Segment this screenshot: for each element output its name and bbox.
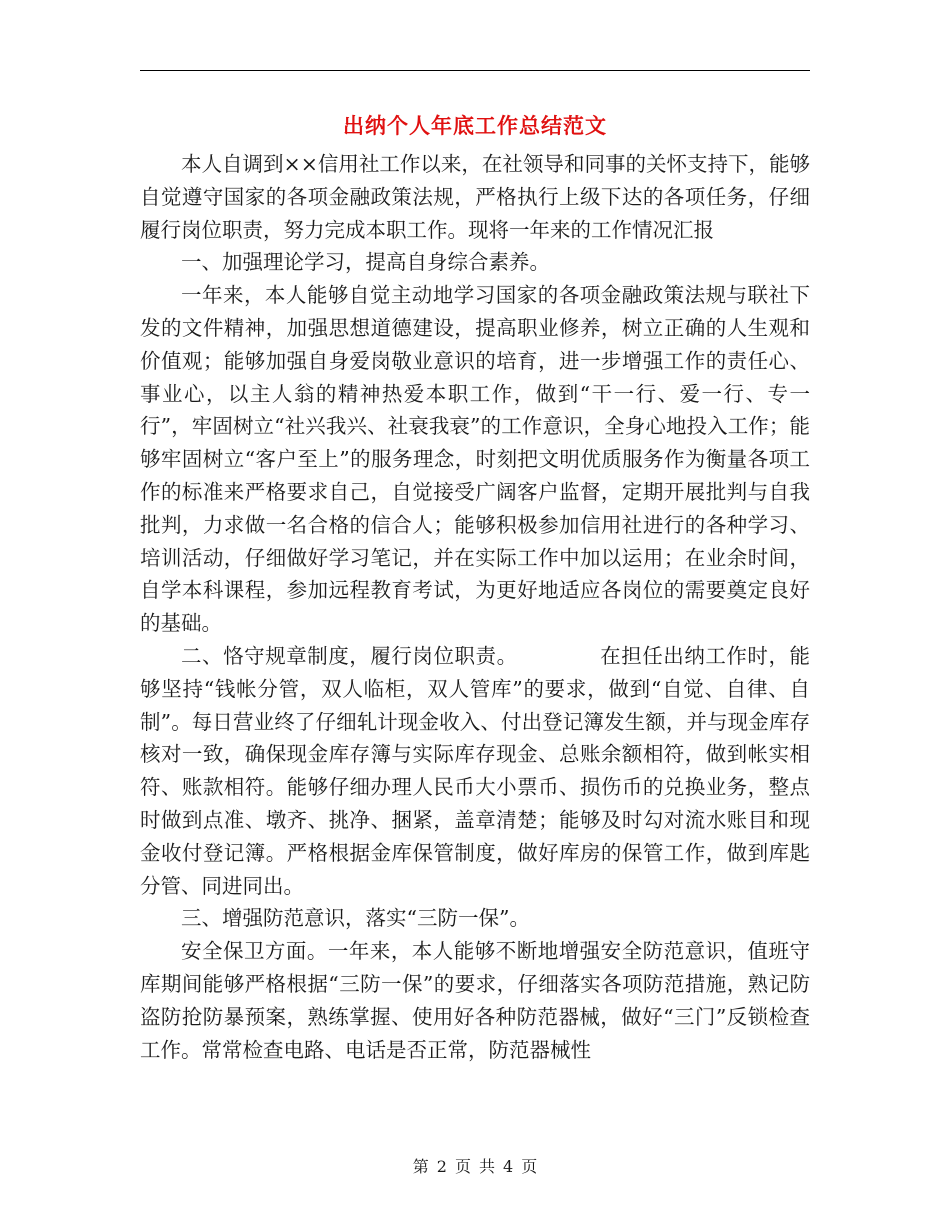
page-footer — [0, 1154, 950, 1177]
paragraph-section-two — [140, 640, 810, 902]
document-body — [140, 148, 810, 1066]
footer-page-number: 2 — [436, 1157, 447, 1176]
section-two-text: 在担任出纳工作时，能够坚持“钱帐分管，双人临柜，双人管库”的要求，做到“自觉、自律、自制”。每日营业终了仔细轧计现金收入、付出登记簿发生额，并与现金库存核对一致，确保现金库存簿与实际库存现金、总账余额相符，做到帐实相符、账款相符。能够仔细办理人民币大小票币、损伤币的兑换业务，整点时做到点准、墩齐、挑净、捆紧，盖章清楚；能够及时勾对流水账目和现金收付登记簿。严格根据金库保管制度，做好库房的保管工作，做到库匙分管、同进同出。 — [140, 643, 811, 898]
document-title: 出纳个人年底工作总结范文 — [343, 113, 607, 138]
section-heading-two: 二、恪守规章制度，履行岗位职责。 — [181, 643, 518, 668]
paragraph-section-one: 一年来，本人能够自觉主动地学习国家的各项金融政策法规与联社下发的文件精神，加强思想道德建设，提高职业修养，树立正确的人生观和价值观；能够加强自身爱岗敬业意识的培育，进一步增强工作的责任心、事业心，以主人翁的精神热爱本职工作，做到“干一行、爱一行、专一行”，牢固树立“社兴我兴、社衰我衰”的工作意识，全身心地投入工作；能够牢固树立“客户至上”的服务理念，时刻把文明优质服务作为衡量各项工作的标准来严格要求自己，自觉接受广阔客户监督，定期开展批判与自我批判，力求做一名合格的信合人；能够积极参加信用社进行的各种学习、培训活动，仔细做好学习笔记，并在实际工作中加以运用；在业余时间，自学本科课程，参加远程教育考试，为更好地适应各岗位的需要奠定良好的基础。 — [140, 283, 810, 636]
section-heading-three: 三、增强防范意识，落实“三防一保”。 — [181, 906, 530, 931]
paragraph-intro: 本人自调到××信用社工作以来，在社领导和同事的关怀支持下，能够自觉遵守国家的各项金融政策法规，严格执行上级下达的各项任务，仔细履行岗位职责，努力完成本职工作。现将一年来的工作情况汇报 — [140, 152, 810, 242]
footer-total-pages: 4 — [503, 1157, 514, 1176]
footer-label-unit: 页 — [454, 1157, 471, 1176]
footer-label-page: 第 — [412, 1157, 429, 1176]
footer-label-unit-2: 页 — [521, 1157, 538, 1176]
header-rule — [140, 70, 810, 71]
footer-label-total: 共 — [479, 1157, 496, 1176]
section-heading-one: 一、加强理论学习，提高自身综合素养。 — [181, 250, 550, 275]
paragraph-section-three: 安全保卫方面。一年来，本人能够不断地增强安全防范意识，值班守库期间能够严格根据“三防一保”的要求，仔细落实各项防范措施，熟记防盗防抢防暴预案，熟练掌握、使用好各种防范器械，做好“三门”反锁检查工作。常常检查电路、电话是否正常，防范器械性 — [140, 939, 810, 1062]
